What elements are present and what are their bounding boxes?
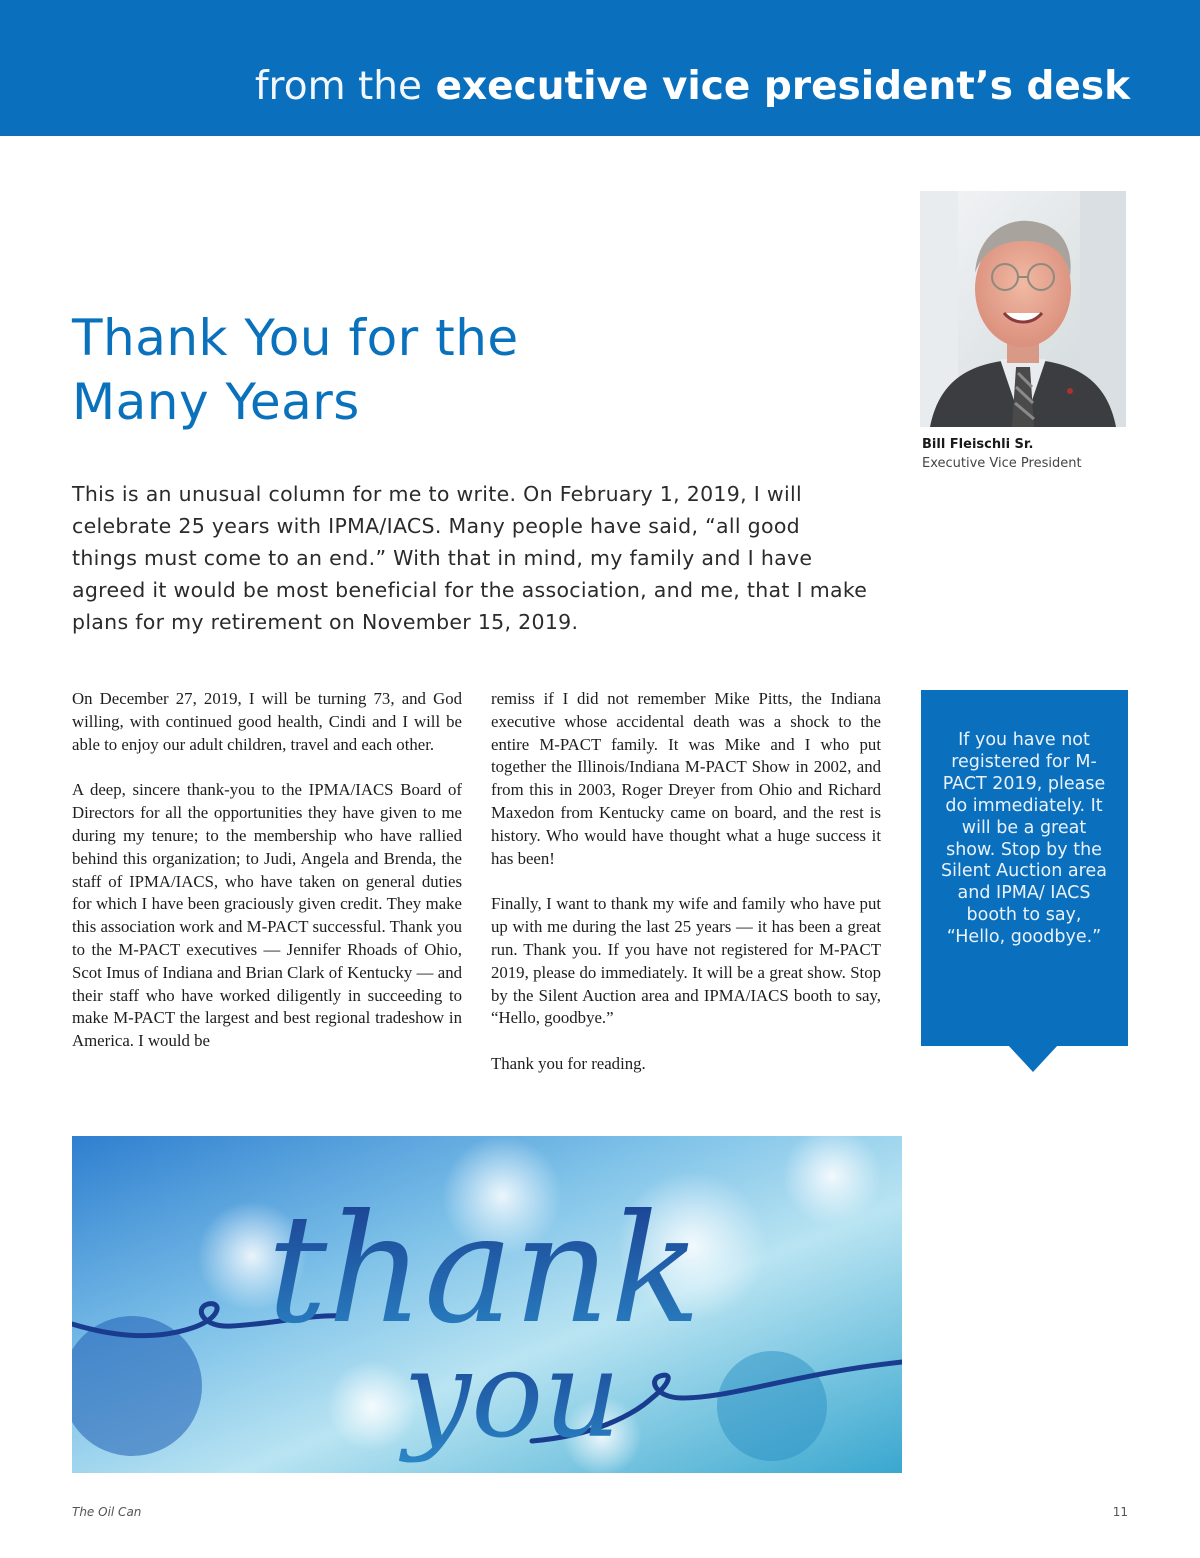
body-paragraph: On December 27, 2019, I will be turning 73, and God willing, with continued good health, Cindi and I will be able to enjoy our adult children, travel and each other.: [72, 689, 462, 754]
article-title: Thank You for the Many Years: [72, 309, 519, 431]
author-role: Executive Vice President: [922, 456, 1082, 471]
script-thank: thank: [267, 1183, 701, 1357]
body-column-1: [72, 688, 462, 1076]
pull-quote-pointer: [1008, 1045, 1058, 1072]
author-name: Bill Fleischli Sr.: [922, 437, 1034, 452]
article-lead: This is an unusual column for me to write. On February 1, 2019, I will celebrate 25 years with IPMA/IACS. Many people have said, “all good things must come to an end.” With that in mind, my family and I have agreed it would be most beneficial for the association, and me, that I make plans for my retirement on November 15, 2019.: [72, 482, 868, 634]
thank-you-image: [72, 1136, 902, 1473]
thank-you-graphic: [72, 1136, 902, 1473]
body-paragraph: A deep, sincere thank-you to the IPMA/IACS Board of Directors for all the opportunities they have given to me during my tenure; to the membership who have rallied behind this organization; to Judi, Angela and Brenda, the staff of IPMA/IACS, who have taken on general duties for which I have been graciously given credit. They make this association work and M-PACT successful. Thank you to the M-PACT executives — Jennifer Rhoads of Ohio, Scot Imus of Indiana and Brian Clark of Kentucky — and their staff who have worked diligently in succeeding to make M-PACT the largest and best regional tradeshow in America. I would be: [72, 780, 462, 1051]
page-number: 11: [1112, 1505, 1128, 1519]
body-paragraph: Finally, I want to thank my wife and family who have put up with me during the last 25 years — it has been a great run. Thank you. If you have not registered for M-PACT 2019, please do immediately. It will be a great show. Stop by the Silent Auction area and IPMA/IACS booth to say, “Hello, goodbye.”: [491, 894, 881, 1028]
portrait-photo-icon: [920, 191, 1126, 427]
body-paragraph: remiss if I did not remember Mike Pitts, the Indiana executive whose accidental death was a shock to the entire M-PACT family. It was Mike and I who put together the Illinois/Indiana M-PACT Show in 2002, and from this in 2003, Roger Dreyer from Ohio and Richard Maxedon from Kentucky came on board, and the rest is history. Who would have thought what a huge success it has been!: [491, 689, 881, 868]
header-prefix: from the: [254, 64, 422, 109]
publication-name: The Oil Can: [72, 1505, 142, 1519]
body-paragraph: Thank you for reading.: [491, 1054, 646, 1074]
header-title: executive vice president’s desk: [435, 64, 1130, 109]
body-column-2: [491, 688, 881, 1099]
pull-quote-text: If you have not registered for M-PACT 2019, please do immediately. It will be a great show. Stop by the Silent Auction area and IPMA/ IACS booth to say, “Hello, goodbye.”: [941, 730, 1107, 948]
author-photo: [920, 191, 1126, 427]
script-you: you: [403, 1326, 621, 1465]
section-header: [255, 62, 1130, 112]
